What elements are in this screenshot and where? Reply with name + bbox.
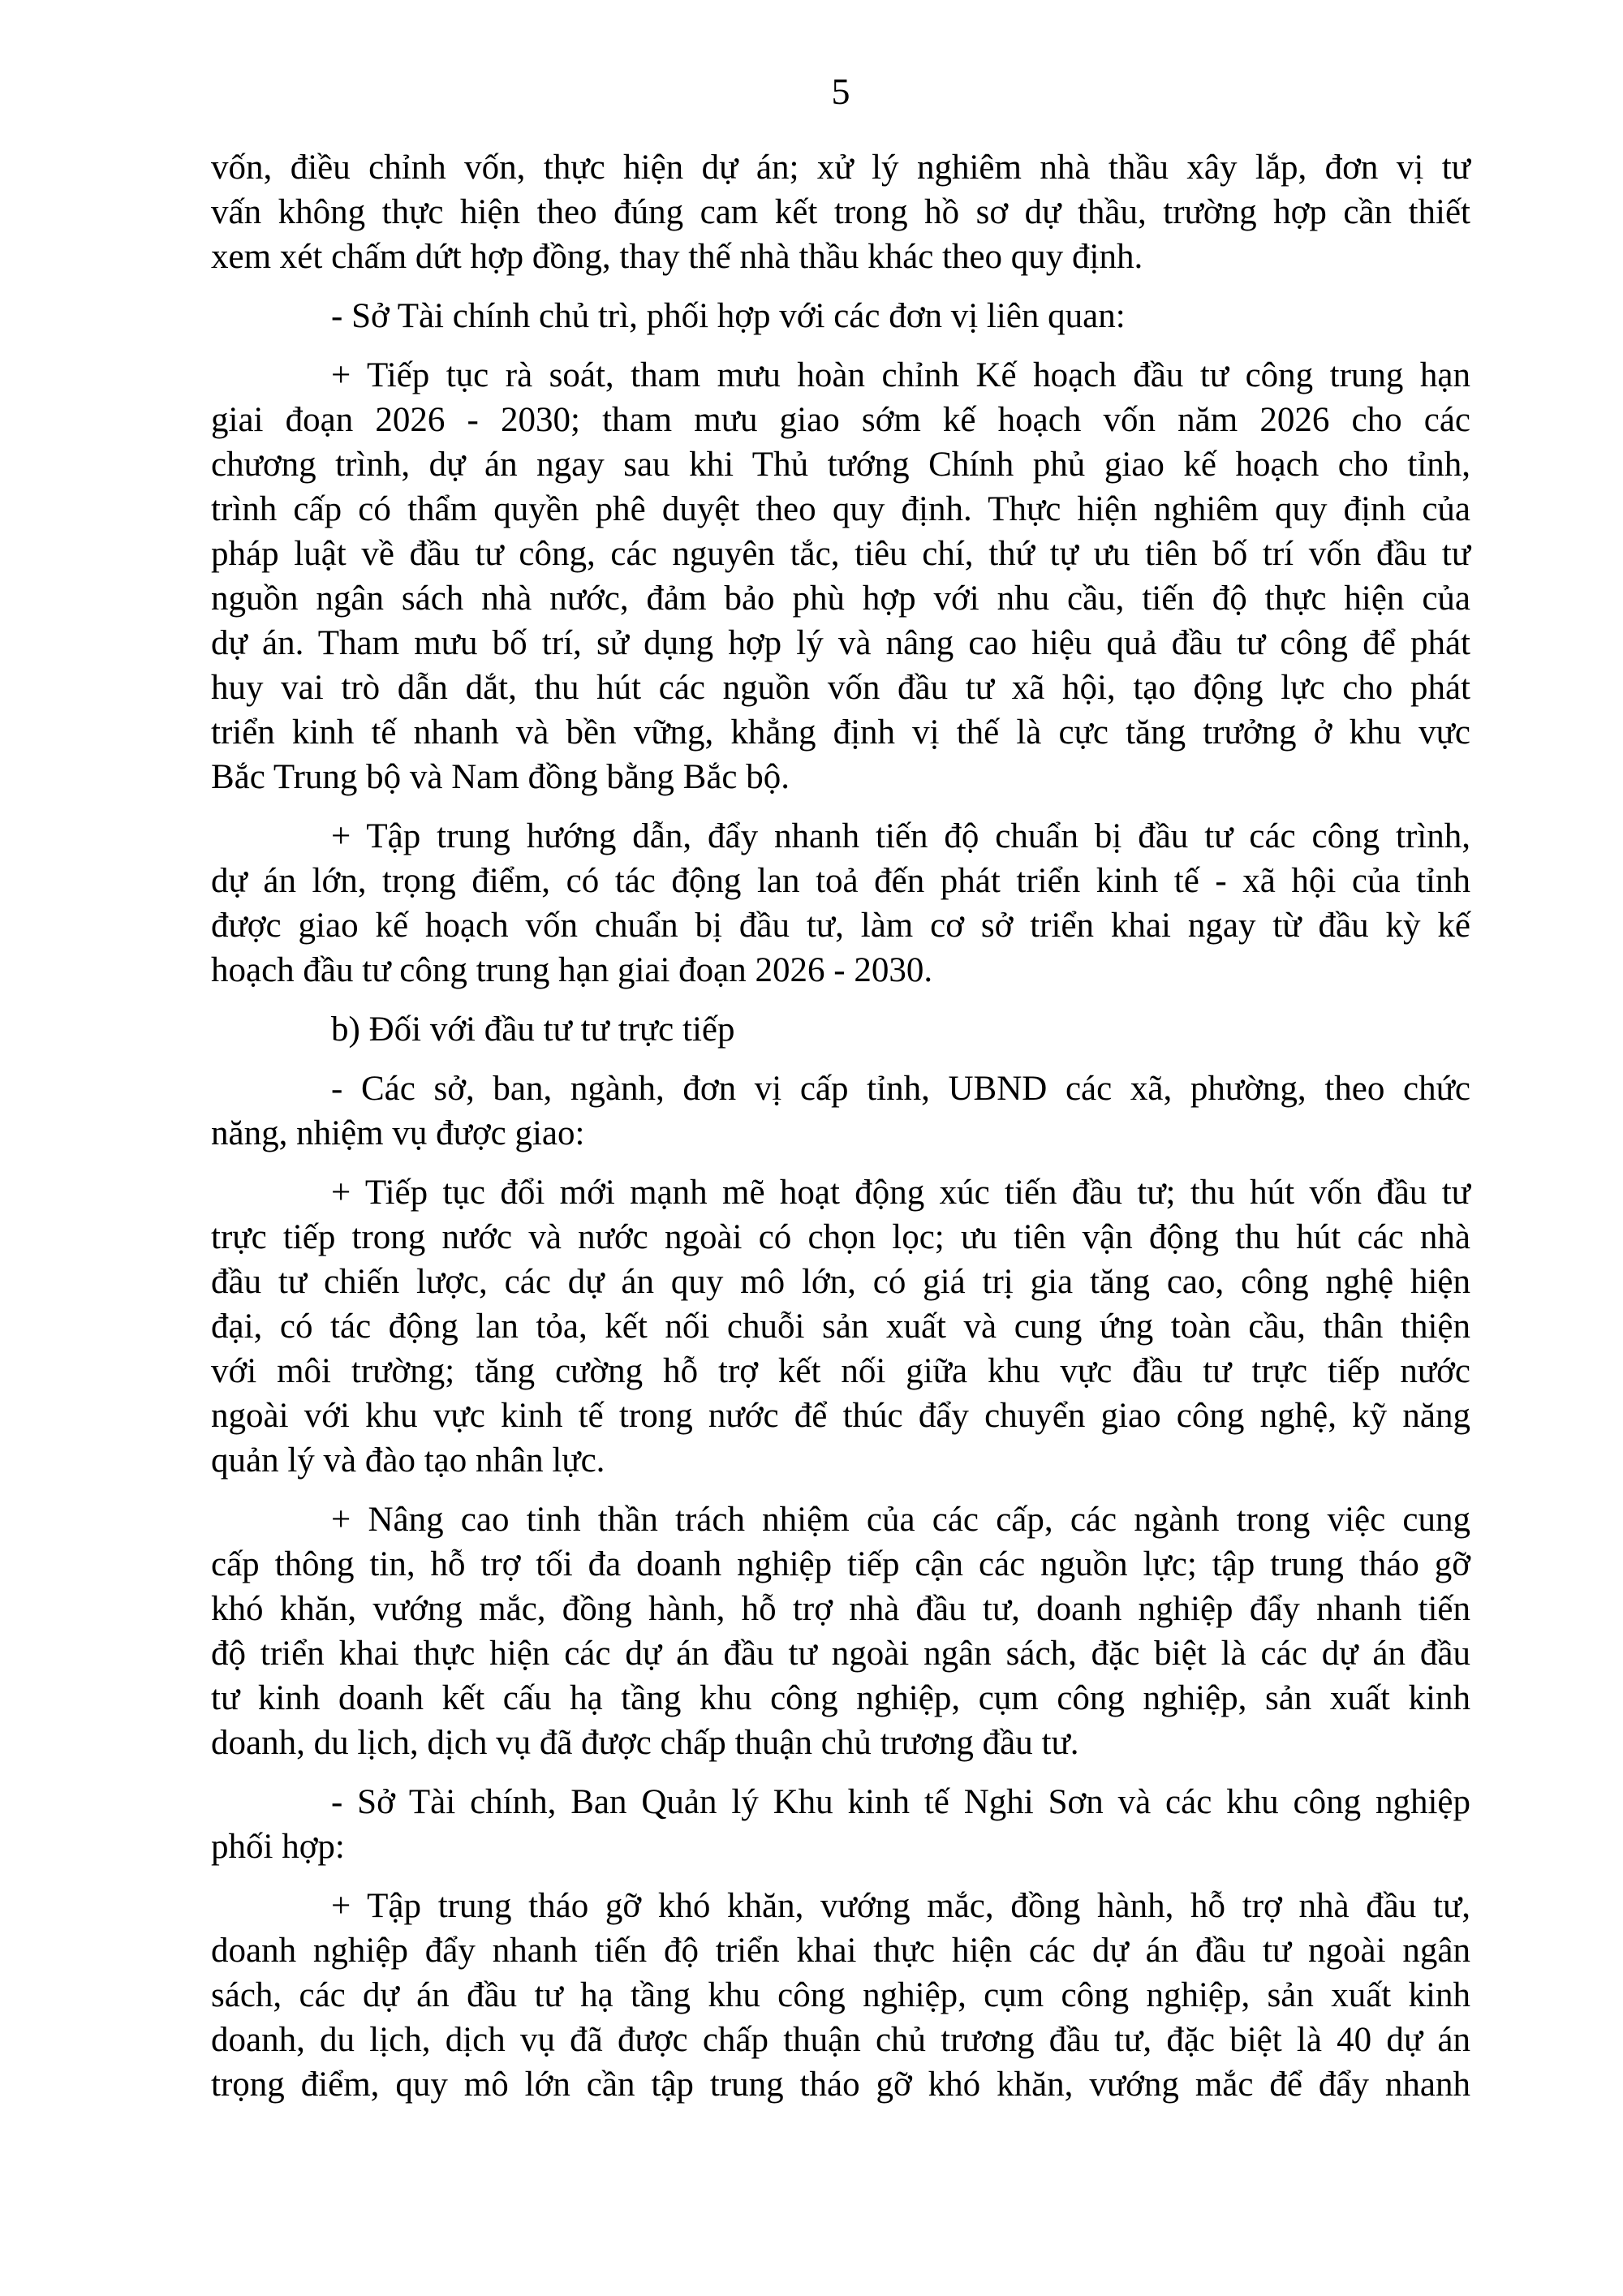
text-line: doanh, du lịch, dịch vụ đã được chấp thuận chủ trương đầu tư, đặc biệt là 40 dự án [211,2021,1470,2059]
text-line: + Tiếp tục đổi mới mạnh mẽ hoạt động xúc tiến đầu tư; thu hút vốn đầu tư [331,1174,1470,1212]
text-line: hoạch đầu tư công trung hạn giai đoạn 2026 - 2030. [211,951,933,989]
text-line: ngoài với khu vực kinh tế trong nước để thúc đẩy chuyển giao công nghệ, kỹ năng [211,1397,1470,1435]
text-line: được giao kế hoạch vốn chuẩn bị đầu tư, làm cơ sở triển khai ngay từ đầu kỳ kế [211,907,1470,945]
text-line: năng, nhiệm vụ được giao: [211,1114,585,1152]
text-line: Bắc Trung bộ và Nam đồng bằng Bắc bộ. [211,758,790,796]
text-line: dự án. Tham mưu bố trí, sử dụng hợp lý và nâng cao hiệu quả đầu tư công để phát [211,624,1470,662]
text-line: + Tiếp tục rà soát, tham mưu hoàn chỉnh Kế hoạch đầu tư công trung hạn [331,356,1470,394]
paragraph [211,1170,1470,1483]
text-line: xem xét chấm dứt hợp đồng, thay thế nhà thầu khác theo quy định. [211,238,1143,276]
document-body [211,145,1470,2107]
paragraph [211,1007,1470,1052]
text-line: trình cấp có thẩm quyền phê duyệt theo quy định. Thực hiện nghiêm quy định của [211,490,1470,528]
text-line: đại, có tác động lan tỏa, kết nối chuỗi sản xuất và cung ứng toàn cầu, thân thiện [211,1307,1470,1346]
text-line: + Nâng cao tinh thần trách nhiệm của các cấp, các ngành trong việc cung [331,1501,1470,1539]
text-line: - Các sở, ban, ngành, đơn vị cấp tỉnh, UBND các xã, phường, theo chức [331,1070,1470,1108]
text-line: sách, các dự án đầu tư hạ tầng khu công nghiệp, cụm công nghiệp, sản xuất kinh [211,1976,1470,2014]
text-line: độ triển khai thực hiện các dự án đầu tư ngoài ngân sách, đặc biệt là các dự án đầu [211,1635,1470,1673]
text-line: khó khăn, vướng mắc, đồng hành, hỗ trợ nhà đầu tư, doanh nghiệp đẩy nhanh tiến [211,1590,1470,1628]
text-line: phối hợp: [211,1828,345,1866]
text-line: vấn không thực hiện theo đúng cam kết trong hồ sơ dự thầu, trường hợp cần thiết [211,193,1470,231]
text-line: dự án lớn, trọng điểm, có tác động lan toả đến phát triển kinh tế - xã hội của tỉnh [211,862,1470,900]
text-line: vốn, điều chỉnh vốn, thực hiện dự án; xử lý nghiêm nhà thầu xây lắp, đơn vị tư [211,149,1470,187]
text-line: đầu tư chiến lược, các dự án quy mô lớn, có giá trị gia tăng cao, công nghệ hiện [211,1263,1470,1301]
text-line: trực tiếp trong nước và nước ngoài có chọn lọc; ưu tiên vận động thu hút các nhà [211,1218,1470,1256]
text-line: pháp luật về đầu tư công, các nguyên tắc, tiêu chí, thứ tự ưu tiên bố trí vốn đầu tư [211,535,1470,573]
paragraph [211,1066,1470,1156]
text-line: với môi trường; tăng cường hỗ trợ kết nối giữa khu vực đầu tư trực tiếp nước [211,1352,1470,1390]
text-line: triển kinh tế nhanh và bền vững, khẳng định vị thế là cực tăng trưởng ở khu vực [211,713,1470,752]
text-line: huy vai trò dẫn dắt, thu hút các nguồn vốn đầu tư xã hội, tạo động lực cho phát [211,669,1470,707]
text-line: doanh nghiệp đẩy nhanh tiến độ triển khai thực hiện các dự án đầu tư ngoài ngân [211,1932,1470,1970]
text-line: cấp thông tin, hỗ trợ tối đa doanh nghiệp tiếp cận các nguồn lực; tập trung tháo gỡ [211,1545,1470,1583]
text-line: trọng điểm, quy mô lớn cần tập trung tháo gỡ khó khăn, vướng mắc để đẩy nhanh [211,2066,1470,2104]
page-number: 5 [831,71,850,112]
text-line: - Sở Tài chính, Ban Quản lý Khu kinh tế Nghi Sơn và các khu công nghiệp [331,1783,1470,1821]
text-line: nguồn ngân sách nhà nước, đảm bảo phù hợp với nhu cầu, tiến độ thực hiện của [211,579,1470,618]
text-line: b) Đối với đầu tư tư trực tiếp [331,1010,735,1049]
text-line: + Tập trung tháo gỡ khó khăn, vướng mắc, đồng hành, hỗ trợ nhà đầu tư, [331,1887,1470,1925]
paragraph [211,1884,1470,2107]
paragraph [211,145,1470,279]
paragraph [211,1780,1470,1869]
text-line: + Tập trung hướng dẫn, đẩy nhanh tiến độ chuẩn bị đầu tư các công trình, [331,817,1470,855]
text-line: chương trình, dự án ngay sau khi Thủ tướng Chính phủ giao kế hoạch cho tỉnh, [211,446,1470,484]
paragraph [211,814,1470,993]
text-line: giai đoạn 2026 - 2030; tham mưu giao sớm kế hoạch vốn năm 2026 cho các [211,401,1470,439]
text-line: doanh, du lịch, dịch vụ đã được chấp thuận chủ trương đầu tư. [211,1724,1079,1762]
text-line: quản lý và đào tạo nhân lực. [211,1441,605,1480]
text-line: - Sở Tài chính chủ trì, phối hợp với các đơn vị liên quan: [331,297,1126,335]
paragraph [211,294,1470,338]
paragraph [211,1497,1470,1765]
text-line: tư kinh doanh kết cấu hạ tầng khu công nghiệp, cụm công nghiệp, sản xuất kinh [211,1679,1470,1717]
paragraph [211,353,1470,799]
